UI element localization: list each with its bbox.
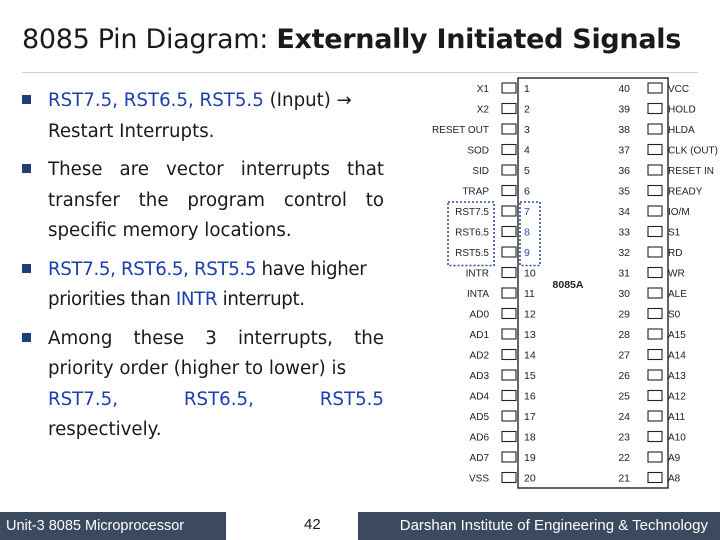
left-pin-label: AD5 xyxy=(469,412,489,423)
pin-box xyxy=(502,411,516,421)
pin-box xyxy=(648,452,662,462)
left-pin-label: VSS xyxy=(468,473,489,485)
pin-box xyxy=(648,309,662,319)
right-pin-number: 35 xyxy=(618,185,630,198)
right-pin-label: A13 xyxy=(668,371,686,382)
footer-unit: Unit-3 8085 Microprocessor xyxy=(0,512,226,540)
pin-box xyxy=(502,391,516,401)
right-pin-number: 36 xyxy=(618,165,630,177)
bullet-list xyxy=(22,86,384,454)
vector-interrupts-text: These are vector interrupts that transfer the program control to specific memory locations. xyxy=(48,159,384,241)
left-pin-label: AD0 xyxy=(469,309,489,321)
right-pin-label: A10 xyxy=(668,432,686,444)
priority-order-text: Among these 3 interrupts, the priority order (higher to lower) is xyxy=(48,327,384,379)
right-pin-label: A12 xyxy=(668,391,686,403)
pin-box xyxy=(648,329,662,339)
left-pin-number: 15 xyxy=(524,370,536,382)
right-pin-number: 26 xyxy=(618,370,630,382)
left-pin-number: 11 xyxy=(524,288,535,300)
pin-box xyxy=(502,186,516,196)
higher-priority-text: have higher priorities than xyxy=(48,258,367,310)
right-pin-number: 25 xyxy=(618,390,630,403)
left-pin-number: 20 xyxy=(524,472,536,485)
title-bold: Externally Initiated Signals xyxy=(276,24,681,55)
priority-order-values xyxy=(48,385,384,416)
pin-box xyxy=(502,206,516,216)
rst-number-highlight xyxy=(520,202,540,266)
left-pin-label: AD3 xyxy=(469,371,489,382)
pin-box xyxy=(648,104,662,114)
interrupt-text: interrupt. xyxy=(222,289,305,310)
left-pin-number: 7 xyxy=(524,206,530,218)
left-pin-label: INTR xyxy=(465,268,489,280)
bullet-3 xyxy=(22,255,384,316)
rst-pins-text: RST7.5, RST6.5, RST5.5 xyxy=(48,90,264,111)
pin-box xyxy=(648,247,662,257)
right-pin-label: A9 xyxy=(668,453,681,464)
right-pin-number: 21 xyxy=(618,472,630,485)
right-pin-label: RESET IN xyxy=(668,166,714,177)
right-pin-label: WR xyxy=(668,268,685,280)
pin-box xyxy=(648,165,662,175)
footer xyxy=(0,512,720,540)
respectively-text: respectively. xyxy=(48,419,162,440)
left-pin-label: SOD xyxy=(467,145,489,157)
right-pin-label: HLDA xyxy=(668,125,695,136)
right-pin-number: 24 xyxy=(618,411,630,423)
pin-box xyxy=(502,165,516,175)
pin-box xyxy=(502,473,516,483)
pin-box xyxy=(648,350,662,360)
pin-box xyxy=(502,124,516,134)
footer-institute: Darshan Institute of Engineering & Technology xyxy=(358,512,720,540)
pin-box xyxy=(648,288,662,298)
intr-text: INTR xyxy=(175,289,218,310)
pin-box xyxy=(648,391,662,401)
pin-box xyxy=(648,186,662,196)
right-pin-number: 40 xyxy=(618,83,630,95)
title-regular: 8085 Pin Diagram: xyxy=(22,24,269,55)
left-pin-number: 18 xyxy=(524,431,536,444)
left-pin-number: 8 xyxy=(524,226,530,239)
order-rst55: RST5.5 xyxy=(319,388,384,410)
right-pin-number: 34 xyxy=(618,206,630,218)
left-pin-label: X2 xyxy=(476,104,489,116)
title-divider xyxy=(22,72,698,73)
page-number: 42 xyxy=(304,516,321,533)
right-pin-label: READY xyxy=(668,186,703,198)
right-pin-label: A8 xyxy=(668,473,681,485)
right-pin-number: 37 xyxy=(618,144,630,157)
left-pin-number: 1 xyxy=(524,83,530,95)
right-pin-number: 28 xyxy=(618,329,630,341)
pin-diagram xyxy=(420,76,720,496)
left-pin-label: RST6.5 xyxy=(455,227,489,239)
left-pin-label: AD4 xyxy=(469,391,489,403)
pin-box xyxy=(502,329,516,339)
chip-body xyxy=(518,78,668,488)
pin-box xyxy=(648,473,662,483)
slide-title xyxy=(22,24,681,55)
bullet-4 xyxy=(22,324,384,446)
right-pin-label: A14 xyxy=(668,350,686,362)
left-pin-number: 2 xyxy=(524,103,530,116)
bullet-square-icon xyxy=(22,95,31,104)
left-pin-number: 6 xyxy=(524,185,530,198)
pin-box xyxy=(502,268,516,278)
pin-box xyxy=(502,247,516,257)
left-pin-label: RESET OUT xyxy=(431,125,489,136)
right-pin-number: 33 xyxy=(618,226,630,239)
bullet-square-icon xyxy=(22,164,31,173)
left-pin-number: 19 xyxy=(524,452,536,464)
left-pin-label: AD2 xyxy=(469,350,489,362)
right-pin-number: 22 xyxy=(618,452,630,464)
pin-box xyxy=(502,227,516,237)
left-pin-number: 9 xyxy=(524,247,530,259)
right-arrow-icon: → xyxy=(336,90,352,111)
pin-box xyxy=(502,83,516,93)
left-pin-number: 5 xyxy=(524,165,530,177)
rst-list-text: RST7.5, RST6.5, RST5.5 xyxy=(48,258,257,280)
right-pin-label: CLK (OUT) xyxy=(668,145,718,157)
right-pin-number: 29 xyxy=(618,308,630,321)
right-pin-label: A15 xyxy=(668,330,686,341)
left-pin-label: X1 xyxy=(476,84,489,95)
chip-label: 8085A xyxy=(552,279,584,291)
right-pin-number: 31 xyxy=(618,267,630,280)
pin-box xyxy=(502,288,516,298)
right-pin-label: ALE xyxy=(668,289,687,300)
pin-box xyxy=(502,309,516,319)
pin-box xyxy=(648,227,662,237)
pin-box xyxy=(648,206,662,216)
pin-box xyxy=(648,370,662,380)
input-text: (Input) xyxy=(269,90,331,111)
pin-box xyxy=(502,370,516,380)
right-pin-number: 39 xyxy=(618,103,630,116)
left-pin-label: TRAP xyxy=(462,186,489,198)
pin-box xyxy=(502,350,516,360)
pin-box xyxy=(502,145,516,155)
pin-box xyxy=(648,432,662,442)
bullet-1 xyxy=(22,86,384,147)
right-pin-label: S0 xyxy=(668,309,681,321)
left-pin-label: SID xyxy=(472,166,489,177)
order-rst65: RST6.5, xyxy=(183,388,254,410)
right-pin-label: A11 xyxy=(668,412,686,423)
right-pin-number: 32 xyxy=(618,247,630,259)
left-pin-number: 14 xyxy=(524,349,536,362)
restart-interrupts-text: Restart Interrupts. xyxy=(48,120,215,142)
right-pin-label: IO/M xyxy=(668,207,690,218)
left-pin-number: 16 xyxy=(524,390,536,403)
left-pin-number: 3 xyxy=(524,124,530,136)
pin-box xyxy=(648,145,662,155)
bullet-square-icon xyxy=(22,333,31,342)
pin-box xyxy=(648,268,662,278)
left-pin-label: RST7.5 xyxy=(455,207,489,218)
pin-box xyxy=(502,104,516,114)
bullet-2 xyxy=(22,155,384,247)
left-pin-label: AD1 xyxy=(469,330,489,341)
left-pin-label: INTA xyxy=(466,289,489,300)
pin-box xyxy=(502,432,516,442)
left-pin-number: 10 xyxy=(524,267,536,280)
right-pin-number: 23 xyxy=(618,431,630,444)
left-pin-label: RST5.5 xyxy=(455,248,489,259)
right-pin-label: RD xyxy=(668,248,683,259)
right-pin-label: HOLD xyxy=(668,104,696,116)
left-pin-number: 13 xyxy=(524,329,536,341)
right-pin-number: 27 xyxy=(618,349,630,362)
right-pin-number: 38 xyxy=(618,124,630,136)
left-pin-label: AD6 xyxy=(469,432,489,444)
pin-box xyxy=(648,411,662,421)
right-pin-label: VCC xyxy=(668,84,690,95)
pin-box xyxy=(648,83,662,93)
left-pin-number: 17 xyxy=(524,411,536,423)
left-pin-number: 4 xyxy=(524,144,530,157)
bullet-square-icon xyxy=(22,264,31,273)
left-pin-label: AD7 xyxy=(469,453,489,464)
pin-box xyxy=(648,124,662,134)
right-pin-label: S1 xyxy=(668,227,681,239)
right-pin-number: 30 xyxy=(618,288,630,300)
order-rst75: RST7.5, xyxy=(48,388,118,410)
pin-box xyxy=(502,452,516,462)
left-pin-number: 12 xyxy=(524,308,536,321)
